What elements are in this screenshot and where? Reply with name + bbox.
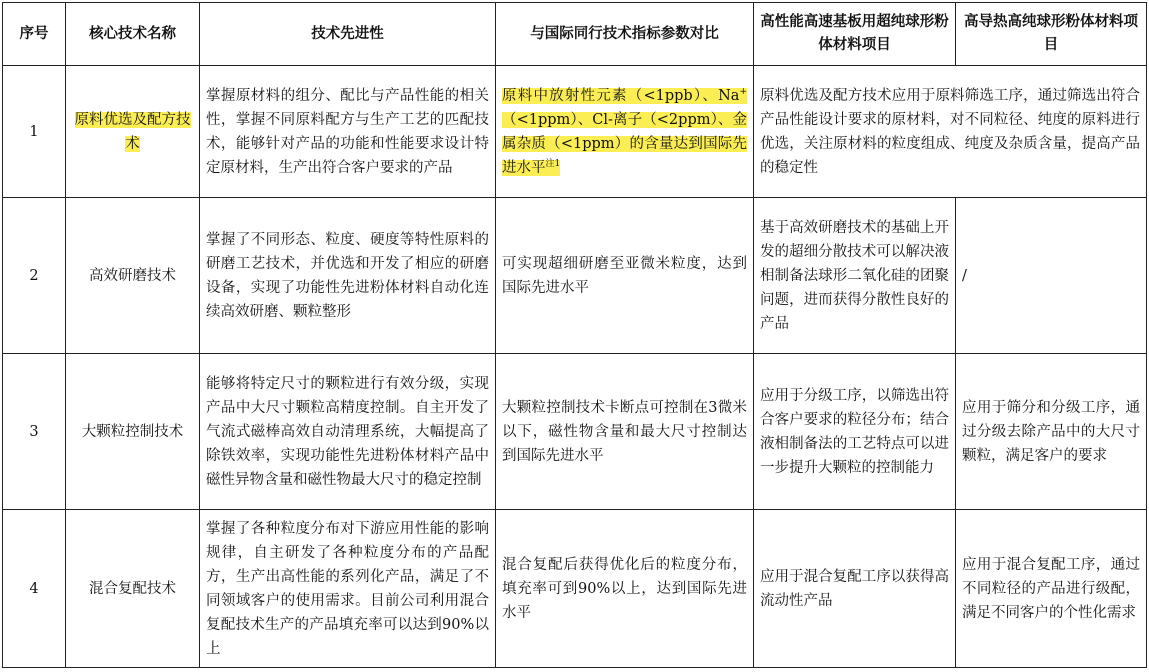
comparison-text-a: 原料中放射性元素（<1ppb）、Na bbox=[502, 87, 740, 104]
row-project-merged: 原料优选及配方技术应用于原料筛选工序，通过筛选出符合产品性能设计要求的原材料，对不同粒径、纯度的原料进行优选，关注原材料的粒度组成、纯度及杂质含量，提高产品的稳定性 bbox=[754, 66, 1147, 198]
header-project-thermal: 高导热高纯球形粉体材料项目 bbox=[956, 3, 1147, 66]
row-project-substrate: 应用于混合复配工序以获得高流动性产品 bbox=[754, 510, 956, 668]
table-row bbox=[3, 510, 1147, 668]
row-comparison: 混合复配后获得优化后的粒度分布，填充率可到90%以上，达到国际先进水平 bbox=[496, 510, 754, 668]
table-row bbox=[3, 198, 1147, 354]
row-tech-name bbox=[66, 66, 200, 198]
row-no: 4 bbox=[3, 510, 66, 668]
sodium-charge-sup: + bbox=[739, 86, 747, 97]
header-tech-name: 核心技术名称 bbox=[66, 3, 200, 66]
header-project-substrate: 高性能高速基板用超纯球形粉体材料项目 bbox=[754, 3, 956, 66]
highlighted-tech-name: 原料优选及配方技术 bbox=[74, 111, 191, 152]
comparison-text-b: （<1ppm）、Cl-离子（<2ppm）、金属杂质（<1ppm）的含量达到国际先进水平 bbox=[502, 111, 747, 176]
row-project-thermal: / bbox=[956, 198, 1147, 354]
row-tech-name: 混合复配技术 bbox=[66, 510, 200, 668]
row-project-thermal: 应用于混合复配工序，通过不同粒径的产品进行级配，满足不同客户的个性化需求 bbox=[956, 510, 1147, 668]
row-no: 3 bbox=[3, 354, 66, 510]
row-comparison: 可实现超细研磨至亚微米粒度，达到国际先进水平 bbox=[496, 198, 754, 354]
header-advancement: 技术先进性 bbox=[200, 3, 496, 66]
row-advancement: 能够将特定尺寸的颗粒进行有效分级，实现产品中大尺寸颗粒高精度控制。自主开发了气流式磁棒高效自动清理系统，大幅提高了除铁效率，实现功能性先进粉体材料产品中磁性异物含量和磁性物最大尺寸的稳定控制 bbox=[200, 354, 496, 510]
row-project-thermal: 应用于筛分和分级工序，通过分级去除产品中的大尺寸颗粒，满足客户的要求 bbox=[956, 354, 1147, 510]
highlighted-comparison bbox=[502, 88, 747, 176]
header-row bbox=[3, 3, 1147, 66]
row-advancement: 掌握了各种粒度分布对下游应用性能的影响规律，自主研发了各种粒度分布的产品配方，生产出高性能的系列化产品，满足了不同领域客户的使用需求。目前公司利用混合复配技术生产的产品填充率可以达到90%以上 bbox=[200, 510, 496, 668]
header-no: 序号 bbox=[3, 3, 66, 66]
row-comparison bbox=[496, 66, 754, 198]
row-comparison: 大颗粒控制技术卡断点可控制在3微米以下，磁性物含量和最大尺寸控制达到国际先进水平 bbox=[496, 354, 754, 510]
core-technology-table bbox=[2, 2, 1147, 668]
table-row bbox=[3, 66, 1147, 198]
row-advancement: 掌握了不同形态、粒度、硬度等特性原料的研磨工艺技术，并优选和开发了相应的研磨设备，实现了功能性先进粉体材料自动化连续高效研磨、颗粒整形 bbox=[200, 198, 496, 354]
header-comparison: 与国际同行技术指标参数对比 bbox=[496, 3, 754, 66]
row-no: 2 bbox=[3, 198, 66, 354]
row-project-substrate: 基于高效研磨技术的基础上开发的超细分散技术可以解决液相制备法球形二氧化硅的团聚问题，进而获得分散性良好的产品 bbox=[754, 198, 956, 354]
row-project-substrate: 应用于分级工序，以筛选出符合客户要求的粒径分布；结合液相制备法的工艺特点可以进一步提升大颗粒的控制能力 bbox=[754, 354, 956, 510]
row-tech-name: 高效研磨技术 bbox=[66, 198, 200, 354]
footnote-marker: 注1 bbox=[545, 158, 561, 169]
row-tech-name: 大颗粒控制技术 bbox=[66, 354, 200, 510]
table-row bbox=[3, 354, 1147, 510]
row-no: 1 bbox=[3, 66, 66, 198]
row-advancement: 掌握原材料的组分、配比与产品性能的相关性，掌握不同原料配方与生产工艺的匹配技术，能够针对产品的功能和性能要求设计特定原材料，生产出符合客户要求的产品 bbox=[200, 66, 496, 198]
